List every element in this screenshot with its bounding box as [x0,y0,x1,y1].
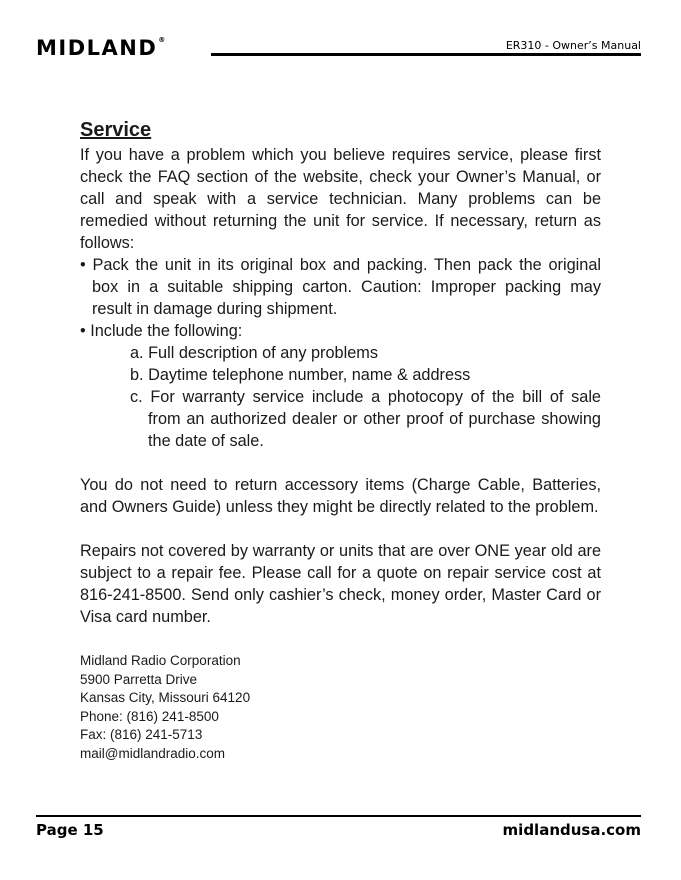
phone-number: Phone: (816) 241-8500 [80,708,219,724]
include-list [80,342,601,452]
registered-mark: ® [158,36,167,44]
list-item: b. Daytime telephone number, name & address [130,366,471,384]
accessories-paragraph: You do not need to return accessory items (Charge Cable, Batteries, and Owners Guide) unless they might be directly related to the problem. [80,476,601,516]
logo-text: MIDLAND [36,36,158,60]
bullet-pack-unit: • Pack the unit in its original box and packing. Then pack the original box in a suitable shipping carton. Caution: Improper packing may result in damage during shipment. [80,256,601,318]
intro-paragraph: If you have a problem which you believe requires service, please first check the FAQ section of the website, check your Owner’s Manual, or call and speak with a service technician. Many problems can be remedied without returning the unit for service. If necessary, return as follows: [80,146,601,252]
manual-title: ER310 - Owner’s Manual [505,39,641,52]
list-item: c. For warranty service include a photocopy of the bill of sale from an authorized dealer or other proof of purchase showing the date of sale. [130,388,601,450]
section-title: Service [80,119,152,141]
list-item: a. Full description of any problems [130,344,378,362]
company-name: Midland Radio Corporation [80,653,241,668]
page-content [80,118,601,763]
email-address: mail@midlandradio.com [80,745,226,761]
footer-rule [36,815,641,817]
company-address [80,652,601,763]
repairs-paragraph: Repairs not covered by warranty or units that are over ONE year old are subject to a repair fee. Please call for a quote on repair service cost at 816-241-8500. Send only cashier’s check, money order, Master Card or Visa card number. [80,542,601,626]
website-url: midlandusa.com [502,821,641,839]
midland-logo [36,36,167,60]
bullet-include: • Include the following: [80,322,243,340]
page-number: Page 15 [36,821,104,839]
page-header [36,36,641,60]
street-address: 5900 Parretta Drive [80,671,198,687]
city-state-zip: Kansas City, Missouri 64120 [80,690,251,705]
header-rule [211,53,641,56]
fax-number: Fax: (816) 241-5713 [80,727,203,742]
